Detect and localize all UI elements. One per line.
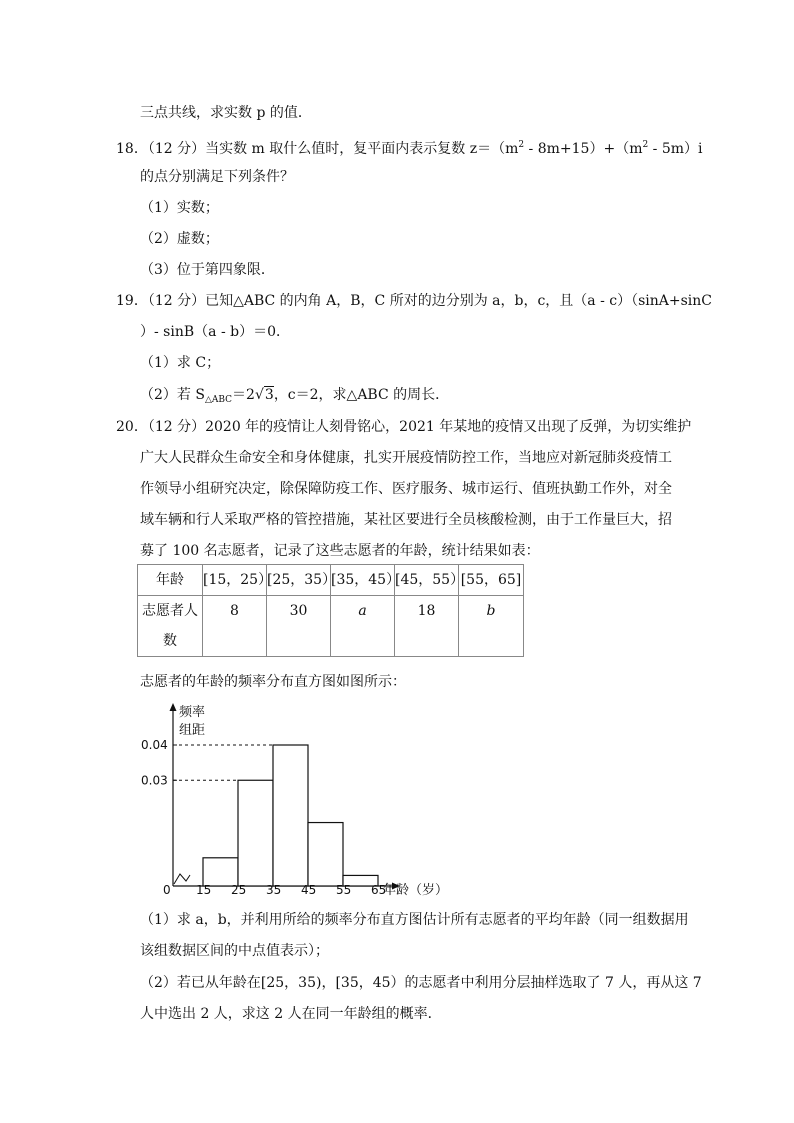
- q18-score: （12 分）: [147, 141, 206, 157]
- q18-stem-2: 的点分别满足下列条件？: [140, 169, 294, 185]
- histogram-bar: [238, 780, 273, 886]
- q19-stem-1: 已知△ABC 的内角 A，B，C 所对的边分别为 a，b，c，且（a - c）（sinA+sinC: [205, 293, 713, 309]
- histogram-bar: [308, 823, 343, 886]
- frequency-histogram: [130, 700, 470, 900]
- table-cell-range: [35，45）: [331, 565, 395, 596]
- q20-part-2-line-2: 人中选出 2 人，求这 2 人在同一年龄组的概率．: [140, 1006, 442, 1022]
- table-cell-count: b: [459, 596, 524, 657]
- q19-part-2-c: ，c＝2，求△ABC 的周长．: [273, 387, 450, 403]
- x-tick-label: 15: [196, 883, 212, 897]
- x-axis-label: 年龄（岁）: [383, 883, 449, 898]
- x-tick-label: 35: [266, 883, 282, 897]
- table-cell-range: [25，35）: [267, 565, 331, 596]
- y-axis-arrow-icon: [170, 703, 177, 711]
- table-cell-range: [45，55）: [395, 565, 459, 596]
- q19-number: 19．: [116, 293, 148, 309]
- histogram-bar: [273, 745, 308, 886]
- q19-stem-2: ）- sinB（a - b）＝0．: [140, 324, 290, 340]
- q17-tail: 三点共线，求实数 p 的值．: [140, 105, 312, 121]
- table-cell-count: 8: [203, 596, 267, 657]
- y-label-top: 频率: [179, 705, 206, 720]
- volunteer-table: [137, 564, 524, 657]
- table-cell-count: 30: [267, 596, 331, 657]
- q18-stem-a: 当实数 m 取什么值时，复平面内表示复数 z＝（m: [205, 141, 519, 157]
- axis-break-icon: [174, 874, 190, 884]
- table-cell-range: [15，25）: [203, 565, 267, 596]
- histogram-bar: [203, 858, 238, 886]
- q20-number: 20．: [116, 419, 148, 435]
- q20-part-1-line-1: （1）求 a，b，并利用所给的频率分布直方图估计所有志愿者的平均年龄（同一组数据用: [140, 912, 689, 928]
- q20-line-4: 域车辆和行人采取严格的管控措施，某社区要进行全员核酸检测，由于工作量巨大，招: [140, 512, 672, 528]
- q18-stem-c: - 5m）i: [648, 141, 703, 157]
- table-row-age: [138, 565, 524, 596]
- table-head-count: [138, 596, 203, 657]
- q20-line-5: 募了 100 名志愿者，记录了这些志愿者的年龄，统计结果如表：: [140, 543, 540, 559]
- table-cell-count: a: [331, 596, 395, 657]
- q18-part-2: （2）虚数；: [140, 231, 219, 247]
- q18-square-2: 2: [642, 140, 649, 150]
- q19-area-sub: △ABC: [204, 395, 233, 405]
- x-tick-label: 45: [301, 883, 317, 897]
- q20-line-3: 作领导小组研究决定，除保障防疫工作、医疗服务、城市运行、值班执勤工作外，对全: [140, 481, 672, 497]
- q19-stem: [116, 291, 712, 311]
- q18-part-1: （1）实数；: [140, 200, 219, 216]
- hist-caption: 志愿者的年龄的频率分布直方图如图所示：: [140, 674, 406, 690]
- q20-line-1: 2020 年的疫情让人刻骨铭心，2021 年某地的疫情又出现了反弹，为切实维护: [205, 419, 692, 435]
- x-tick-label: 55: [336, 883, 352, 897]
- x-tick-label: 25: [231, 883, 247, 897]
- q18-stem-b: - 8m+15）+（m: [524, 141, 643, 157]
- x-tick-label: 65: [371, 883, 387, 897]
- y-tick-label: 0.03: [141, 773, 168, 788]
- q20-part-2-line-1: （2）若已从年龄在[25，35)，[35，45）的志愿者中利用分层抽样选取了 7 人，再从这 7: [140, 975, 702, 991]
- q18-stem: [116, 135, 703, 159]
- q18-square-1: 2: [518, 140, 525, 150]
- q19-part-2: [140, 385, 449, 410]
- q19-part-2-a: （2）若 S: [140, 387, 205, 403]
- y-label-bottom: 组距: [179, 723, 206, 738]
- q20-stem: [116, 417, 691, 437]
- q20-part-1-line-2: 该组数据区间的中点值表示）；: [140, 943, 329, 959]
- q18-part-3: （3）位于第四象限．: [140, 262, 275, 278]
- table-head-count-a: 志愿者人: [142, 603, 198, 619]
- q18-number: 18．: [116, 141, 148, 157]
- y-tick-label: 0.04: [141, 738, 168, 752]
- table-cell-range: [55，65]: [459, 565, 524, 596]
- table-head-age: 年龄: [138, 565, 203, 596]
- q19-part-2-b: ＝2: [232, 387, 255, 403]
- q19-part-1: （1）求 C；: [140, 355, 221, 371]
- q20-line-2: 广大人民群众生命安全和身体健康，扎实开展疫情防控工作，当地应对新冠肺炎疫情工: [140, 450, 672, 466]
- q20-score: （12 分）: [147, 419, 206, 435]
- sqrt-icon: √: [254, 387, 264, 403]
- table-head-count-b: 数: [163, 633, 177, 649]
- table-cell-count: 18: [395, 596, 459, 657]
- q19-score: （12 分）: [147, 293, 206, 309]
- table-row-count: [138, 596, 524, 657]
- q19-root: 3: [264, 387, 274, 403]
- origin-label: 0: [163, 883, 171, 897]
